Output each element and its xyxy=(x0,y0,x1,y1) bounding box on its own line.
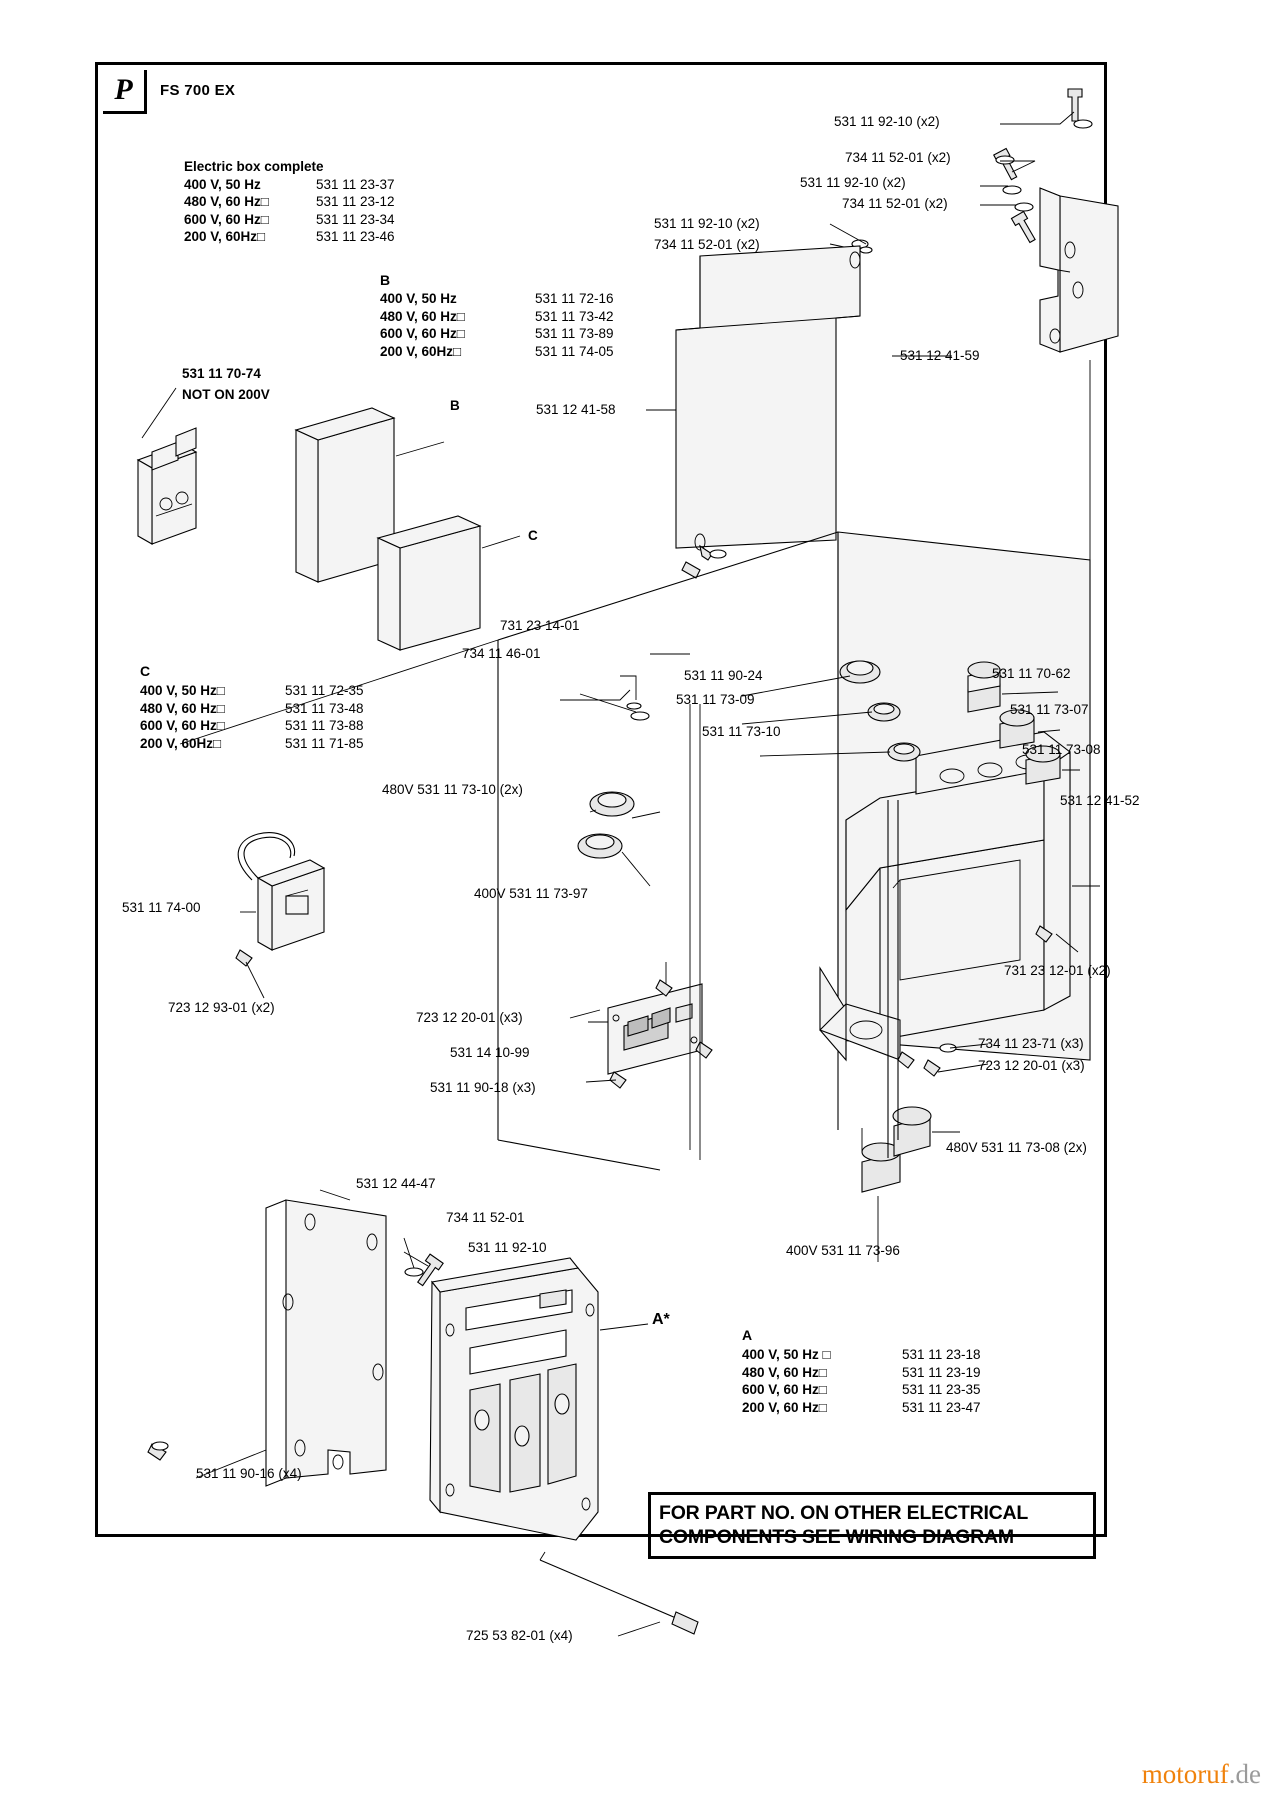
part-number: 531 11 23-47 xyxy=(902,1399,981,1415)
callout-531-12-44-47 xyxy=(356,1176,436,1192)
part-bracket-lower-left xyxy=(148,1190,443,1486)
table-row xyxy=(140,700,364,718)
callout-531-11-90-16 xyxy=(196,1466,302,1482)
callout-531-14-10-99 xyxy=(450,1045,530,1061)
callout-text: 531 11 90-24 xyxy=(684,668,763,683)
voltage: 400 V, 50 Hz xyxy=(380,291,457,306)
callout-text: 731 23 12-01 (x2) xyxy=(1004,963,1111,978)
part-contactor-c xyxy=(378,516,480,650)
electric-box-table xyxy=(184,158,395,246)
callout-531-11-73-10-left xyxy=(702,724,781,740)
watermark-suffix: .de xyxy=(1228,1759,1261,1789)
callout-734-11-46-01 xyxy=(462,646,541,662)
callout-531-11-90-24 xyxy=(684,668,763,684)
callout-text: 531 11 90-18 (x3) xyxy=(430,1080,536,1095)
callout-letter-a-star xyxy=(652,1312,670,1328)
table-row xyxy=(184,211,395,229)
callout-text: B xyxy=(450,398,460,413)
callout-text: 723 12 20-01 (x3) xyxy=(416,1010,523,1025)
part-number: 531 11 23-19 xyxy=(902,1364,981,1380)
callout-531-11-73-07 xyxy=(1010,702,1089,718)
table-row xyxy=(380,343,614,361)
callout-400v-531-11-73-97 xyxy=(474,886,588,902)
callout-531-11-70-62 xyxy=(992,666,1071,682)
callout-text: 734 11 52-01 xyxy=(446,1210,525,1225)
part-number: 531 11 23-18 xyxy=(902,1347,981,1362)
part-number: 531 11 74-05 xyxy=(535,343,614,359)
callout-734-11-52-01-top xyxy=(845,150,951,166)
callout-734-11-52-01-lower xyxy=(446,1210,525,1226)
part-sensor-box xyxy=(236,833,324,998)
callout-531-12-41-58 xyxy=(536,402,616,418)
callout-text: 723 12 93-01 (x2) xyxy=(168,1000,275,1015)
voltage: 200 V, 60Hz□ xyxy=(380,343,462,359)
callout-480v-531-11-73-08 xyxy=(946,1140,1087,1156)
callout-734-11-23-71 xyxy=(978,1036,1084,1052)
callout-531-11-90-18 xyxy=(430,1080,536,1096)
voltage: 480 V, 60 Hz□ xyxy=(140,700,225,716)
part-number: 531 11 72-16 xyxy=(535,291,614,306)
callout-letter-b xyxy=(450,398,460,414)
group-a-table xyxy=(742,1346,981,1416)
table-row xyxy=(140,682,364,700)
table-row xyxy=(184,193,395,211)
part-number: 531 11 23-37 xyxy=(316,176,395,192)
voltage: 200 V, 60 Hz□ xyxy=(742,1399,827,1415)
watermark xyxy=(1142,1759,1261,1790)
table-row xyxy=(742,1364,981,1382)
section-letter: P xyxy=(103,70,147,114)
part-cover-panel xyxy=(676,246,860,578)
callout-531-12-41-59 xyxy=(900,348,980,364)
callout-731-23-12-01 xyxy=(1004,963,1111,979)
callout-723-12-93-01 xyxy=(168,1000,275,1016)
notice-line-1: FOR PART NO. ON OTHER ELECTRICAL xyxy=(659,1502,1029,1524)
table-row xyxy=(742,1399,981,1417)
callout-text: 531 11 73-10 xyxy=(702,724,781,739)
callout-text: 723 12 20-01 (x3) xyxy=(978,1058,1085,1073)
wiring-diagram-notice xyxy=(648,1492,1096,1559)
callout-531-11-73-08 xyxy=(1022,742,1101,758)
callout-text: 734 11 52-01 (x2) xyxy=(654,237,760,252)
voltage: 480 V, 60 Hz□ xyxy=(742,1364,827,1380)
callout-text: 531 14 10-99 xyxy=(450,1045,530,1060)
table-row xyxy=(184,228,395,246)
table-row xyxy=(380,325,614,343)
callout-text: 734 11 23-71 (x3) xyxy=(978,1036,1084,1051)
voltage: 200 V, 60Hz□ xyxy=(184,229,266,244)
notice-line-2: COMPONENTS SEE WIRING DIAGRAM xyxy=(659,1526,1014,1548)
part-breaker xyxy=(138,388,196,544)
table-row xyxy=(184,176,395,194)
table-row xyxy=(380,290,614,308)
table-row xyxy=(742,1381,981,1399)
callout-400v-531-11-73-96 xyxy=(786,1243,900,1259)
part-number: 531 11 73-89 xyxy=(535,326,614,341)
callout-531-12-41-52 xyxy=(1060,793,1140,809)
callout-531-11-74-00 xyxy=(122,900,201,916)
watermark-brand: motoruf xyxy=(1141,1759,1229,1789)
callout-531-11-92-10-top xyxy=(834,114,940,130)
voltage: 200 V, 60Hz□ xyxy=(140,735,222,751)
callout-723-12-20-01-upper xyxy=(416,1010,523,1026)
callout-text: 531 11 73-96 xyxy=(821,1243,900,1258)
group-c-letter: C xyxy=(140,663,151,679)
callout-480v-531-11-73-10 xyxy=(382,782,523,798)
callout-text: 531 11 92-10 xyxy=(468,1240,547,1255)
callout-text: A* xyxy=(652,1311,670,1328)
callout-text: 531 11 90-16 (x4) xyxy=(196,1466,302,1481)
part-number: 531 11 23-34 xyxy=(316,211,395,227)
callout-text: 531 12 41-59 xyxy=(900,348,980,363)
callout-531-11-73-09 xyxy=(676,692,755,708)
part-number: 531 11 23-12 xyxy=(316,194,395,209)
part-number: 531 11 73-88 xyxy=(285,718,364,733)
callout-text: 531 11 73-10 (2x) xyxy=(417,782,523,797)
callout-531-11-92-10-second xyxy=(800,175,906,191)
callout-text: 531 12 44-47 xyxy=(356,1176,436,1191)
callout-text: 531 11 92-10 (x2) xyxy=(654,216,760,231)
table-row xyxy=(140,735,364,753)
callout-734-11-52-01-second xyxy=(842,196,948,212)
callout-text: C xyxy=(528,528,538,543)
parts-glands-bottom xyxy=(862,1107,960,1262)
group-c-table xyxy=(140,682,364,752)
callout-text: 731 23 14-01 xyxy=(500,618,580,633)
callout-text: 531 11 73-09 xyxy=(676,692,755,707)
voltage: 480 V, 60 Hz□ xyxy=(184,194,269,209)
voltage: 400 V, 50 Hz□ xyxy=(140,683,225,698)
model-title: FS 700 EX xyxy=(160,82,236,99)
table-row xyxy=(140,717,364,735)
part-number: 531 11 73-42 xyxy=(535,308,614,324)
callout-734-11-52-01-third xyxy=(654,237,760,253)
group-b-letter: B xyxy=(380,272,391,288)
group-a-letter: A xyxy=(742,1327,753,1343)
voltage: 600 V, 60 Hz□ xyxy=(742,1382,827,1397)
callout-text: 531 12 41-58 xyxy=(536,402,616,417)
electric-box-title: Electric box complete xyxy=(184,159,324,174)
callout-letter-c xyxy=(528,528,538,544)
callout-text: 531 11 70-62 xyxy=(992,666,1071,681)
callout-text: 531 11 92-10 (x2) xyxy=(834,114,940,129)
callout-text: 531 11 73-07 xyxy=(1010,702,1089,717)
callout-text: 531 11 92-10 (x2) xyxy=(800,175,906,190)
callout-text: 725 53 82-01 (x4) xyxy=(466,1628,573,1643)
callout-text: 531 11 73-97 xyxy=(509,886,588,901)
table-row xyxy=(742,1346,981,1364)
callout-text: 734 11 52-01 (x2) xyxy=(845,150,951,165)
callout-531-11-70-74 xyxy=(182,366,261,382)
callout-text: 531 12 41-52 xyxy=(1060,793,1140,808)
callout-531-11-92-10-lower xyxy=(468,1240,547,1256)
part-number: 531 11 71-85 xyxy=(285,735,364,751)
callout-723-12-20-01-lower xyxy=(978,1058,1085,1074)
voltage-prefix: 480V xyxy=(382,782,414,797)
voltage-prefix: 400V xyxy=(786,1243,818,1258)
callout-text: 531 11 70-74 xyxy=(182,366,261,381)
callout-text: 531 11 73-08 xyxy=(1022,742,1101,757)
callout-531-11-92-10-third xyxy=(654,216,760,232)
voltage: 600 V, 60 Hz□ xyxy=(184,211,269,227)
callout-text: 531 11 74-00 xyxy=(122,900,201,915)
voltage: 600 V, 60 Hz□ xyxy=(140,718,225,733)
part-number: 531 11 23-35 xyxy=(902,1382,981,1397)
callout-text: NOT ON 200V xyxy=(182,387,270,402)
callout-not-on-200v xyxy=(182,387,270,403)
callout-text: 531 11 73-08 (2x) xyxy=(981,1140,1087,1155)
table-row xyxy=(380,308,614,326)
part-number: 531 11 23-46 xyxy=(316,229,395,244)
part-number: 531 11 73-48 xyxy=(285,700,364,716)
part-bracket-upper-right xyxy=(1040,188,1118,352)
callout-text: 734 11 52-01 (x2) xyxy=(842,196,948,211)
voltage: 400 V, 50 Hz xyxy=(184,176,261,192)
voltage: 480 V, 60 Hz□ xyxy=(380,308,465,324)
voltage: 600 V, 60 Hz□ xyxy=(380,326,465,341)
callout-725-53-82-01 xyxy=(466,1628,573,1644)
callout-text: 734 11 46-01 xyxy=(462,646,541,661)
part-number: 531 11 72-35 xyxy=(285,683,364,698)
callout-731-23-14-01 xyxy=(500,618,580,634)
group-b-table xyxy=(380,290,614,360)
voltage-prefix: 480V xyxy=(946,1140,978,1155)
voltage: 400 V, 50 Hz □ xyxy=(742,1347,831,1362)
voltage-prefix: 400V xyxy=(474,886,506,901)
